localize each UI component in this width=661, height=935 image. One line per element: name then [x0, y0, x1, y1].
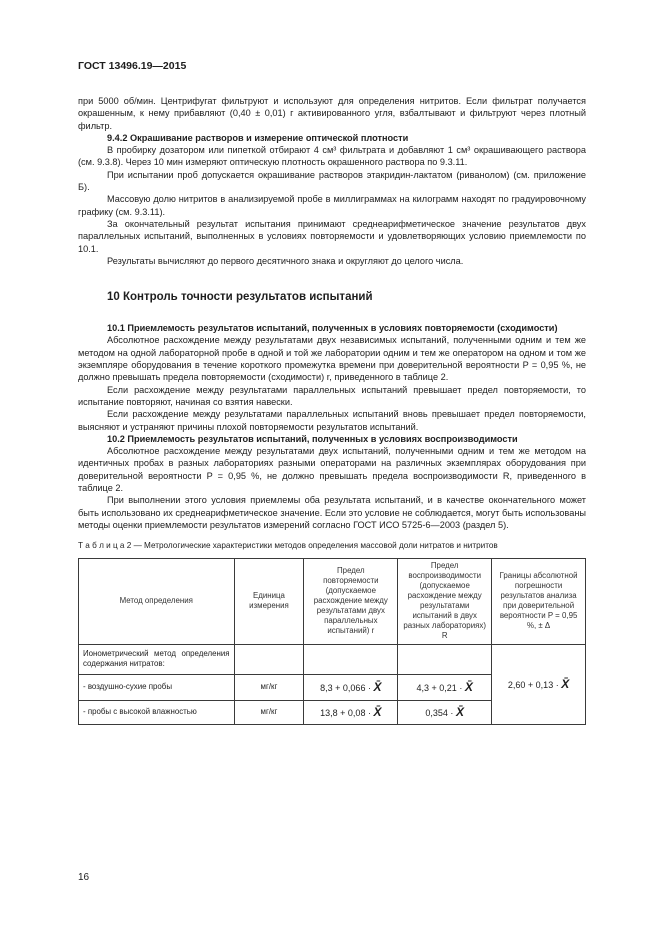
xbar-symbol: X̄ [455, 704, 464, 719]
paragraph: В пробирку дозатором или пипеткой отбирают 4 см³ фильтрата и добавляют 1 см³ окрашивающего раствора (см. 9.3.8). Через 10 мин измеряют оптическую плотность окрашенного раствора по 9.3.11. [78, 145, 586, 168]
header-repeatability: Предел повторяемости (допускаемое расхождение между результатами двух параллельных испытаний) r [304, 558, 398, 644]
r-formula: 8,3 + 0,066 · [320, 682, 371, 693]
repeatability-cell [304, 700, 398, 724]
delta-cell [492, 644, 586, 724]
xbar-symbol: X̄ [373, 704, 382, 719]
paragraph: Массовую долю нитритов в анализируемой пробе в миллиграммах на килограмм находят по градуировочному графику (см. 9.3.11). [78, 194, 586, 217]
header-reproducibility: Предел воспроизводимости (допускаемое расхождение между результатами испытаний в двух разных лабораториях) R [398, 558, 492, 644]
xbar-symbol: X̄ [373, 679, 382, 694]
method-cell: - пробы с высокой влажностью [79, 700, 235, 724]
paragraph: Абсолютное расхождение между результатами двух испытаний, полученными одним и тем же методом на идентичных пробах в разных лабораториях разными операторами на различных экземплярах оборудования при доверительной вероятности P = 0,95 %, не должно превышать предела воспроизводимости R, приведенного в таблице 2. [78, 446, 586, 494]
delta-formula: 2,60 + 0,13 · [507, 679, 559, 690]
empty-cell [304, 644, 398, 674]
xbar-symbol: X̄ [464, 679, 473, 694]
standard-header: ГОСТ 13496.19—2015 [78, 60, 187, 72]
metrology-table [78, 558, 586, 725]
header-unit: Единица измерения [234, 558, 304, 644]
empty-cell [398, 644, 492, 674]
xbar-symbol: X̄ [561, 676, 570, 691]
paragraph: при 5000 об/мин. Центрифугат фильтруют и используют для определения нитритов. Если фильтрат получается окрашенным, к нему прибавляют (0,40 ± 0,01) г активированного угля, взбалтывают и фильтруют через плотный фильтр. [78, 96, 586, 131]
document-body [78, 95, 586, 725]
paragraph: За окончательный результат испытания принимают среднеарифметическое значение результатов двух параллельных испытаний, выполненных в условиях повторяемости и удовлетворяющих условию приемлемости по 10.1. [78, 218, 586, 254]
header-error-bounds: Границы абсолютной погрешности результатов анализа при доверительной вероятности P = 0,95 %, ± Δ [492, 558, 586, 644]
R-formula: 0,354 · [425, 707, 454, 718]
subsection-heading: 10.1 Приемлемость результатов испытаний, полученных в условиях повторяемости (сходимости) [107, 323, 558, 334]
empty-cell [234, 644, 304, 674]
header-method: Метод определения [79, 558, 235, 644]
paragraph: При испытании проб допускается окрашивание растворов этакридин-лактатом (риванолом) (см. приложение Б). [78, 169, 586, 193]
section-heading: 10 Контроль точности результатов испытаний [107, 291, 373, 304]
method-group-title: Ионометрический метод определения содержания нитратов: [79, 644, 235, 674]
repeatability-cell [304, 674, 398, 700]
reproducibility-cell [398, 700, 492, 724]
r-formula: 13,8 + 0,08 · [320, 707, 371, 718]
table-caption: Т а б л и ц а 2 — Метрологические характеристики методов определения массовой доли нитратов и нитритов [78, 541, 498, 551]
paragraph: При выполнении этого условия приемлемы оба результата испытаний, и в качестве окончательного может быть использовано их среднеарифметическое значение. Если это условие не соблюдается, могут быть использованы методы оценки приемлемости результатов измерений согласно ГОСТ ИСО 5725-6—2003 (раздел 5). [78, 495, 586, 530]
paragraph: Абсолютное расхождение между результатами двух независимых испытаний, полученными одним и тем же методом на одной лабораторной пробе в одной и той же лаборатории одним и тем же оператором на одном и том же экземпляре оборудования в течение короткого промежутка времени при доверительной вероятности P = 0,95 %, не должно превышать предела повторяемости (сходимости) r, приведенного в таблице 2. [78, 335, 586, 383]
subsection-heading: 10.2 Приемлемость результатов испытаний, полученных в условиях воспроизводимости [107, 433, 518, 444]
R-formula: 4,3 + 0,21 · [416, 682, 463, 693]
page-number: 16 [78, 872, 90, 883]
reproducibility-cell [398, 674, 492, 700]
paragraph: Если расхождение между результатами параллельных испытаний превышает предел повторяемости, то испытание повторяют, начиная со взятия навески. [78, 384, 586, 407]
paragraph: Если расхождение между результатами параллельных испытаний вновь превышает предел повторяемости, выясняют и устраняют причины плохой повторяемости результатов испытаний. [78, 409, 586, 432]
unit-cell: мг/кг [234, 674, 304, 700]
method-cell: - воздушно-сухие пробы [79, 674, 235, 700]
unit-cell: мг/кг [234, 700, 304, 724]
subsection-title: 9.4.2 Окрашивание растворов и измерение оптической плотности [107, 132, 409, 143]
paragraph: Результаты вычисляют до первого десятичного знака и округляют до целого числа. [107, 255, 464, 266]
